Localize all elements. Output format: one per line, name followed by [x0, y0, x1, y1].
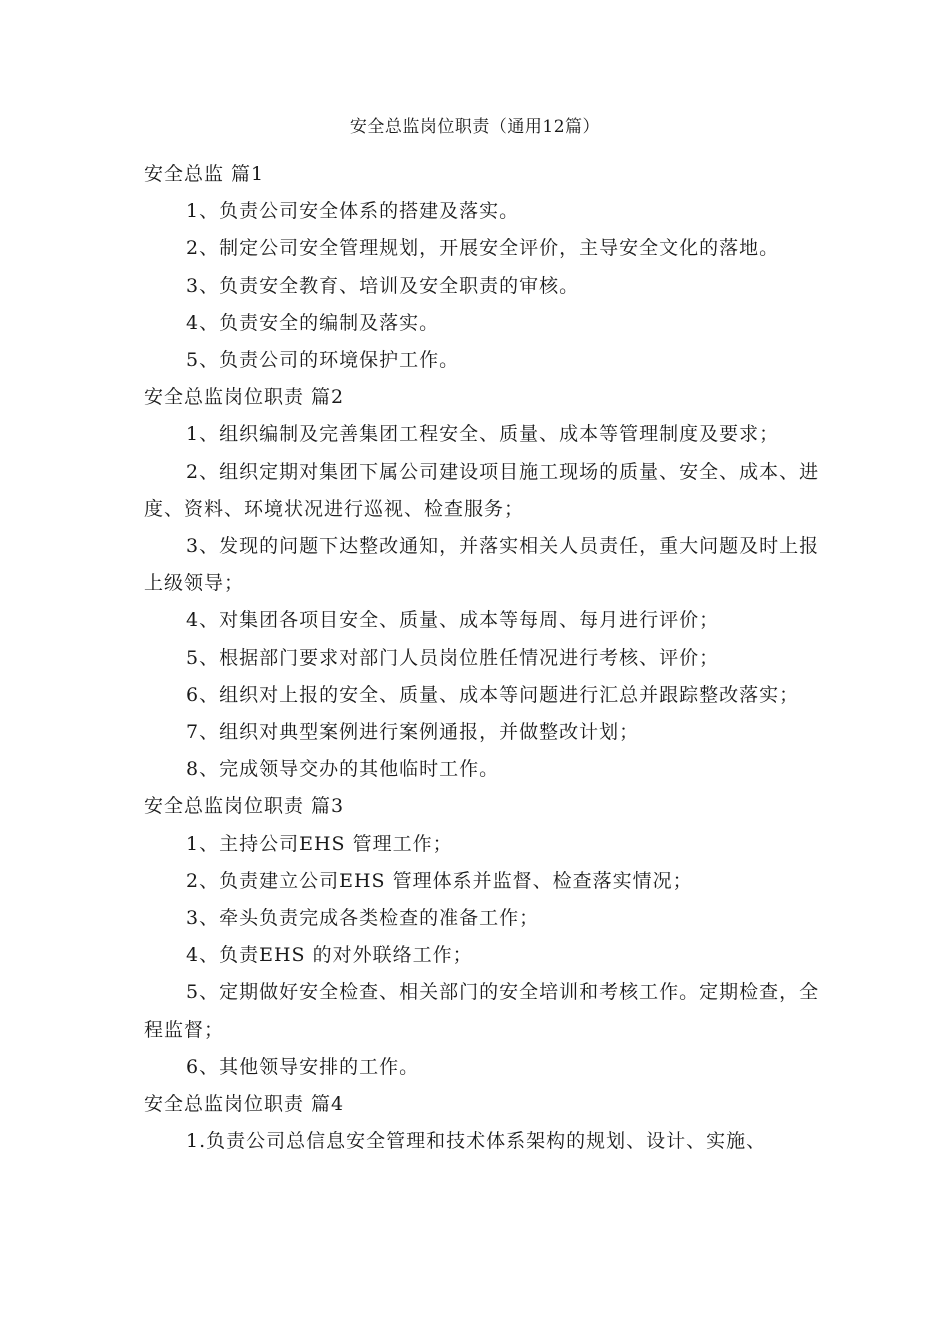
section-heading: 安全总监 篇1: [144, 163, 265, 185]
list-item: 2、组织定期对集团下属公司建设项目施工现场的质量、安全、成本、进度、资料、环境状况进行巡视、检查服务；: [144, 460, 820, 520]
list-item: 4、对集团各项目安全、质量、成本等每周、每月进行评价；: [186, 609, 720, 632]
list-item: 3、牵头负责完成各类检查的准备工作；: [186, 907, 540, 930]
list-item: 2、制定公司安全管理规划，开展安全评价，主导安全文化的落地。: [186, 237, 780, 260]
list-item: 6、组织对上报的安全、质量、成本等问题进行汇总并跟踪整改落实；: [186, 683, 800, 706]
list-item: 5、根据部门要求对部门人员岗位胜任情况进行考核、评价；: [186, 646, 720, 669]
list-item: 6、其他领导安排的工作。: [186, 1055, 420, 1078]
document-title: 安全总监岗位职责（通用12篇）: [349, 117, 601, 137]
section-heading: 安全总监岗位职责 篇3: [144, 795, 345, 818]
list-item: 7、组织对典型案例进行案例通报，并做整改计划；: [186, 721, 640, 744]
list-item: 5、定期做好安全检查、相关部门的安全培训和考核工作。定期检查，全程监督；: [144, 981, 820, 1041]
section-heading: 安全总监岗位职责 篇2: [144, 386, 345, 409]
list-item: 5、负责公司的环境保护工作。: [186, 349, 460, 372]
document-body: [144, 156, 834, 1160]
list-item: 1、负责公司安全体系的搭建及落实。: [186, 200, 520, 223]
section-2: [144, 379, 834, 788]
list-item: 1、组织编制及完善集团工程安全、质量、成本等管理制度及要求；: [186, 423, 780, 446]
list-item: 3、发现的问题下达整改通知，并落实相关人员责任，重大问题及时上报上级领导；: [144, 535, 820, 595]
list-item: 1、主持公司EHS 管理工作；: [186, 832, 453, 855]
list-item: 4、负责安全的编制及落实。: [186, 311, 440, 334]
list-item: 2、负责建立公司EHS 管理体系并监督、检查落实情况；: [186, 869, 693, 892]
section-1: [144, 156, 834, 379]
list-item: 4、负责EHS 的对外联络工作；: [186, 944, 473, 967]
section-3: [144, 788, 834, 1086]
section-4: [144, 1086, 834, 1160]
list-item: 8、完成领导交办的其他临时工作。: [186, 758, 500, 781]
list-item: 1.负责公司总信息安全管理和技术体系架构的规划、设计、实施、: [186, 1130, 767, 1153]
list-item: 3、负责安全教育、培训及安全职责的审核。: [186, 274, 580, 297]
section-heading: 安全总监岗位职责 篇4: [144, 1093, 345, 1116]
